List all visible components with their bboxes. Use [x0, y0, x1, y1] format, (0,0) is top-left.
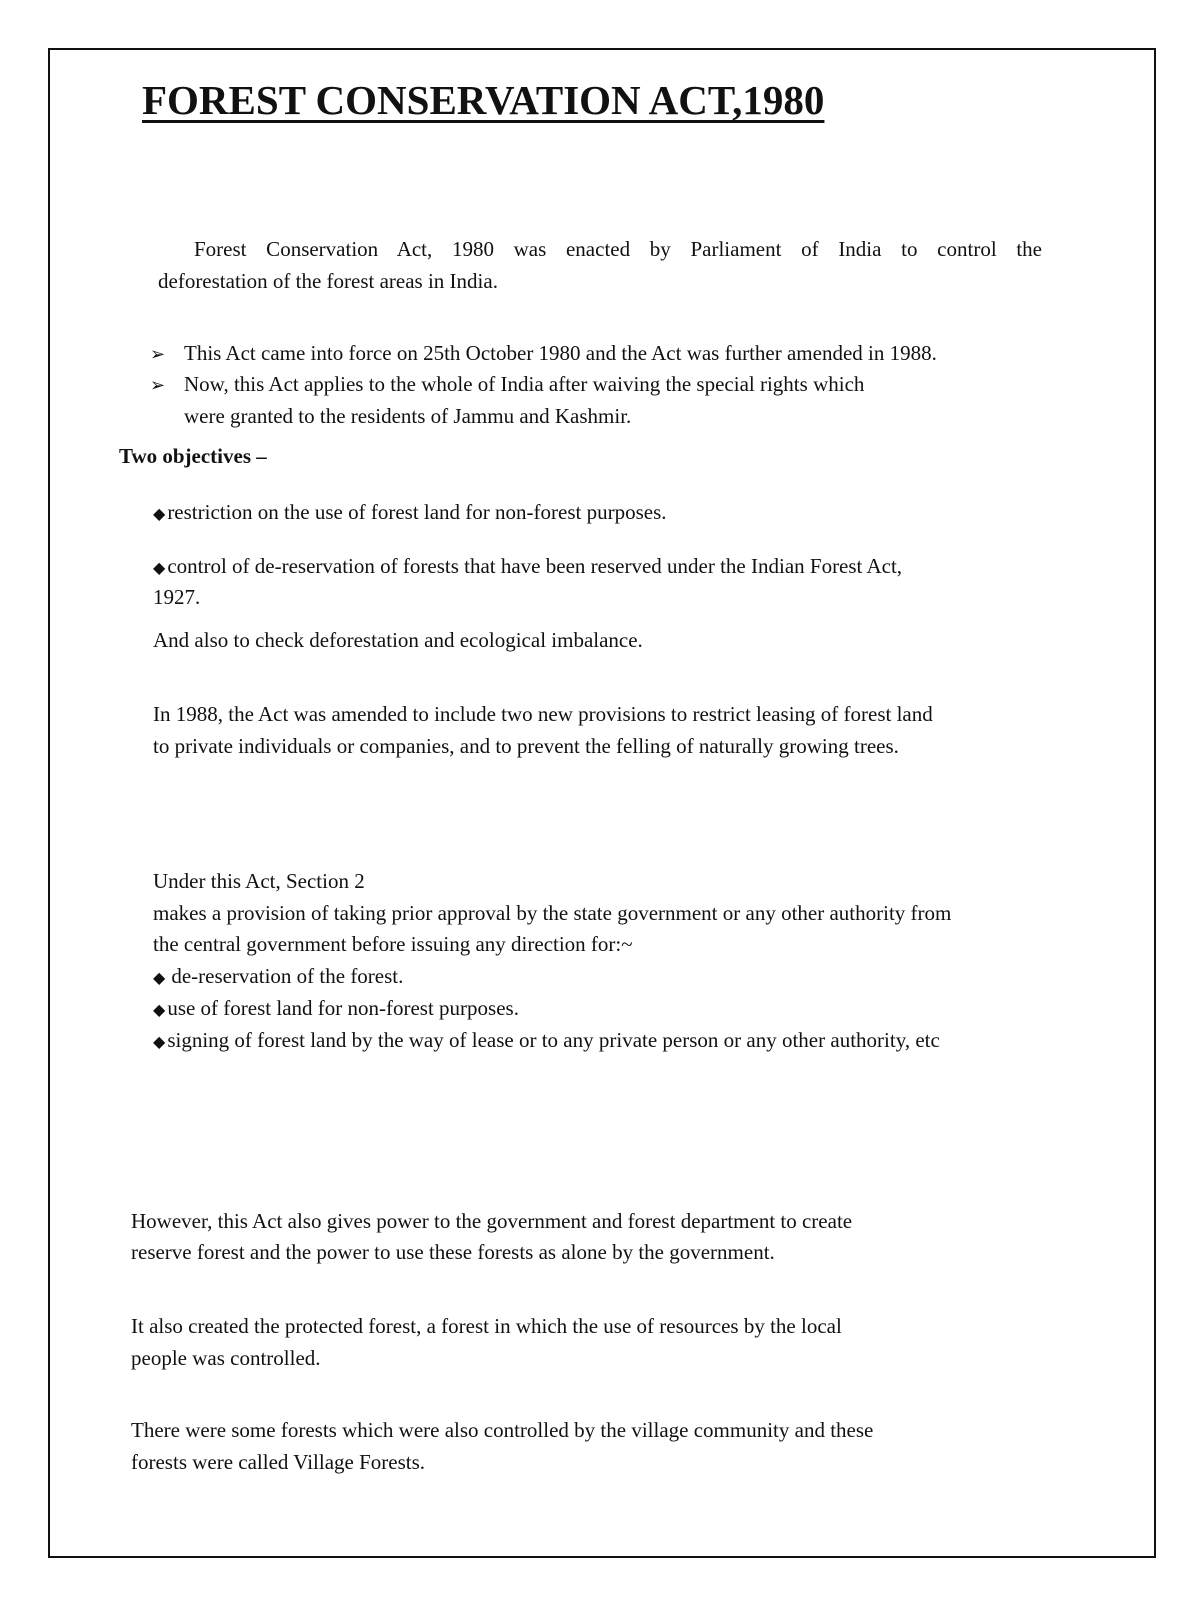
arrow-bullet-text: This Act came into force on 25th October 1980 and the Act was further amended in 1988.: [184, 341, 937, 365]
amendment-line-1: In 1988, the Act was amended to include two new provisions to restrict leasing of forest land: [153, 702, 933, 726]
objective-text: restriction on the use of forest land for non-forest purposes.: [167, 500, 667, 524]
amendment-line-2: to private individuals or companies, and to prevent the felling of naturally growing trees.: [153, 734, 899, 758]
arrow-bullet-2: [150, 368, 864, 402]
village-line-2: forests were called Village Forests.: [131, 1450, 426, 1474]
document-title: FOREST CONSERVATION ACT,1980: [142, 77, 825, 123]
section2-item-1: [153, 960, 403, 994]
objectives-heading: Two objectives –: [119, 444, 267, 468]
section2-heading: Under this Act, Section 2: [153, 869, 365, 893]
diamond-bullet-icon: ◆: [153, 558, 166, 577]
protected-line-1: It also created the protected forest, a forest in which the use of resources by the local: [131, 1314, 842, 1338]
diamond-bullet-icon: ◆: [153, 1032, 166, 1051]
intro-line-2: deforestation of the forest areas in India.: [158, 269, 498, 293]
protected-line-2: people was controlled.: [131, 1346, 321, 1370]
section2-item-text: signing of forest land by the way of lease or to any private person or any other authority, etc: [167, 1028, 940, 1052]
objective-2: [153, 550, 902, 584]
also-check-text: And also to check deforestation and ecological imbalance.: [153, 628, 643, 652]
village-line-1: There were some forests which were also controlled by the village community and these: [131, 1418, 874, 1442]
section2-item-3: [153, 1024, 940, 1058]
objective-2-continuation: 1927.: [153, 585, 201, 609]
arrow-bullet-icon: ➢: [150, 375, 166, 396]
arrow-bullet-2-continuation: were granted to the residents of Jammu and Kashmir.: [184, 404, 632, 428]
section2-item-text: de-reservation of the forest.: [171, 964, 404, 988]
objective-text: control of de-reservation of forests that have been reserved under the Indian Forest Act,: [167, 554, 903, 578]
intro-line-1: Forest Conservation Act, 1980 was enacted by Parliament of India to control the: [194, 237, 1042, 261]
arrow-bullet-icon: ➢: [150, 344, 166, 365]
however-line-1: However, this Act also gives power to the government and forest department to create: [131, 1209, 853, 1233]
diamond-bullet-icon: ◆: [153, 504, 166, 523]
however-line-2: reserve forest and the power to use these forests as alone by the government.: [131, 1240, 775, 1264]
section2-line-2: the central government before issuing any direction for:~: [153, 932, 633, 956]
section2-item-2: [153, 992, 519, 1026]
diamond-bullet-icon: ◆: [153, 1000, 166, 1019]
objective-1: [153, 496, 667, 530]
arrow-bullet-1: [150, 337, 937, 371]
diamond-bullet-icon: ◆: [153, 968, 166, 987]
section2-item-text: use of forest land for non-forest purposes.: [167, 996, 519, 1020]
arrow-bullet-text: Now, this Act applies to the whole of India after waiving the special rights which: [184, 372, 865, 396]
section2-line-1: makes a provision of taking prior approval by the state government or any other authority from: [153, 901, 952, 925]
